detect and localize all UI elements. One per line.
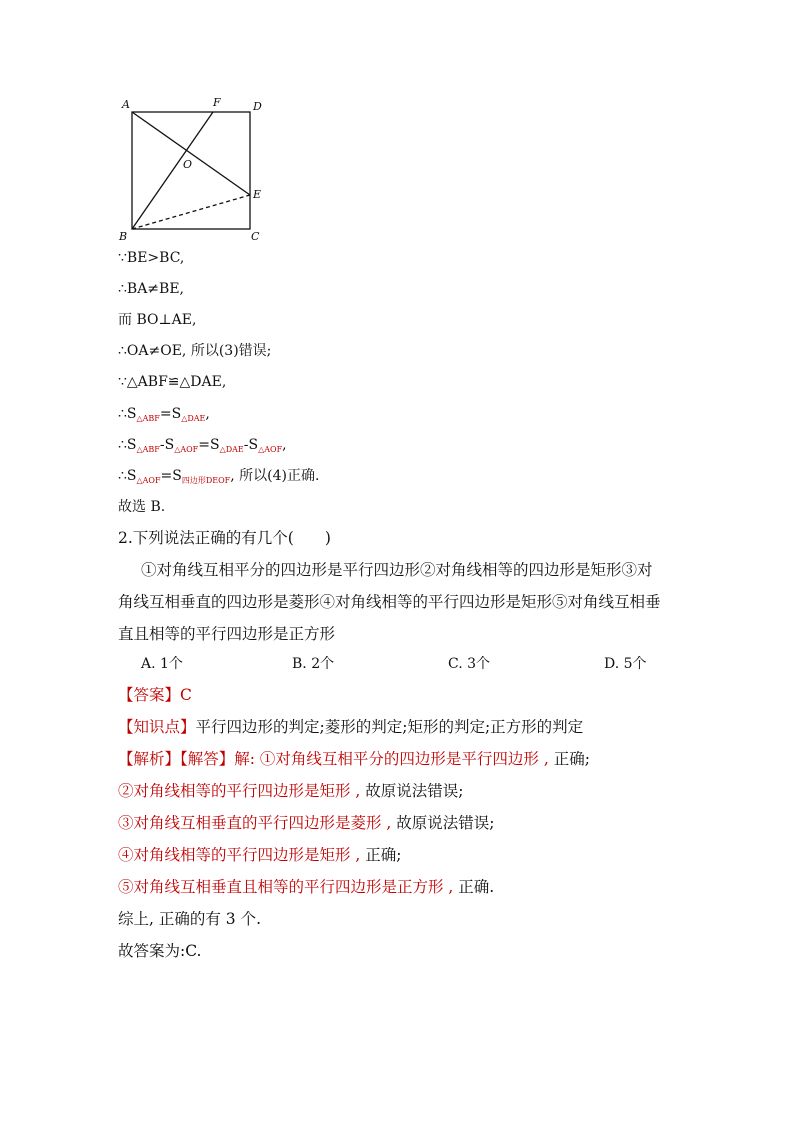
label-o: O [183, 158, 193, 171]
text: ∴S [118, 437, 137, 453]
subscript: △ABF [136, 414, 160, 423]
question-title: 2.下列说法正确的有几个( ) [118, 529, 331, 547]
analysis-item-5 [118, 877, 494, 897]
analysis-line [118, 749, 590, 769]
knowledge-value: 平行四边形的判定;菱形的判定;矩形的判定;正方形的判定 [195, 718, 584, 736]
subscript: △DAE [181, 414, 206, 423]
label-b: B [119, 230, 128, 243]
analysis-item-2 [118, 781, 464, 801]
text: -S [159, 437, 175, 453]
proof-line-8 [118, 466, 319, 488]
option-b: B. 2个 [292, 656, 335, 672]
proof-line-2: ∴BA≠BE, [118, 281, 184, 297]
proof-line-5: ∵△ABF≌△DAE, [118, 374, 227, 390]
verdict: 故原说法错误; [391, 814, 495, 832]
verdict: 正确; [360, 846, 402, 864]
text: , 所以(4)正确. [230, 468, 320, 484]
analysis-first-statement: ①对角线互相平分的四边形是平行四边形 , [254, 750, 549, 768]
text: , [282, 437, 287, 453]
text: =S [198, 437, 220, 453]
label-c: C [251, 230, 260, 243]
subscript: △AOF [136, 476, 161, 485]
answer-tag: 【答案】 [118, 686, 181, 704]
subscript: △AOF [174, 445, 199, 454]
segment-ae [132, 112, 250, 195]
subscript: △ABF [136, 445, 160, 454]
statement: ④对角线相等的平行四边形是矩形 , [118, 846, 361, 864]
knowledge-line [118, 717, 583, 737]
analysis-item-4 [118, 845, 402, 865]
answer-value: C [180, 686, 192, 704]
text: , [205, 406, 210, 422]
analysis-item-3 [118, 813, 495, 833]
answer-line [118, 685, 192, 705]
option-d: D. 5个 [604, 656, 647, 672]
label-e: E [253, 188, 262, 201]
subscript: △AOF [258, 445, 283, 454]
analysis-first-verdict: 正确; [548, 750, 590, 768]
final-answer-line: 故答案为:C. [118, 942, 202, 960]
verdict: 故原说法错误; [360, 782, 464, 800]
knowledge-tag: 【知识点】 [118, 718, 196, 736]
proof-line-1: ∵BE>BC, [118, 250, 185, 266]
verdict: 正确. [453, 878, 495, 896]
text: ∴S [118, 406, 137, 422]
segment-bf [132, 112, 213, 229]
question-body-line-3: 直且相等的平行四边形是正方形 [118, 625, 336, 643]
text: =S [160, 468, 182, 484]
label-d: D [253, 100, 262, 113]
option-a: A. 1个 [141, 656, 183, 672]
proof-line-6 [118, 404, 210, 426]
text: -S [243, 437, 259, 453]
subscript: △DAE [219, 445, 244, 454]
analysis-tag: 【解析】【解答】解: [118, 750, 255, 768]
label-f: F [213, 96, 221, 109]
subscript: 四边形DEOF [181, 476, 231, 485]
proof-line-7 [118, 435, 287, 457]
proof-line-9: 故选 B. [118, 499, 166, 515]
question-body-line-1: ①对角线互相平分的四边形是平行四边形②对角线相等的四边形是矩形③对 [141, 561, 653, 579]
label-a: A [122, 98, 130, 111]
segment-be-dashed [132, 195, 250, 229]
proof-line-3: 而 BO⊥AE, [118, 312, 197, 328]
summary-line: 综上, 正确的有 3 个. [118, 910, 261, 928]
statement: ②对角线相等的平行四边形是矩形 , [118, 782, 361, 800]
proof-line-4: ∴OA≠OE, 所以(3)错误; [118, 343, 272, 359]
square-figure [112, 92, 272, 244]
text: =S [159, 406, 182, 422]
question-body-line-2: 角线互相垂直的四边形是菱形④对角线相等的平行四边形是矩形⑤对角线互相垂 [118, 593, 661, 611]
statement: ⑤对角线互相垂直且相等的平行四边形是正方形 , [118, 878, 454, 896]
option-c: C. 3个 [448, 656, 491, 672]
text: ∴S [118, 468, 137, 484]
statement: ③对角线互相垂直的平行四边形是菱形 , [118, 814, 392, 832]
